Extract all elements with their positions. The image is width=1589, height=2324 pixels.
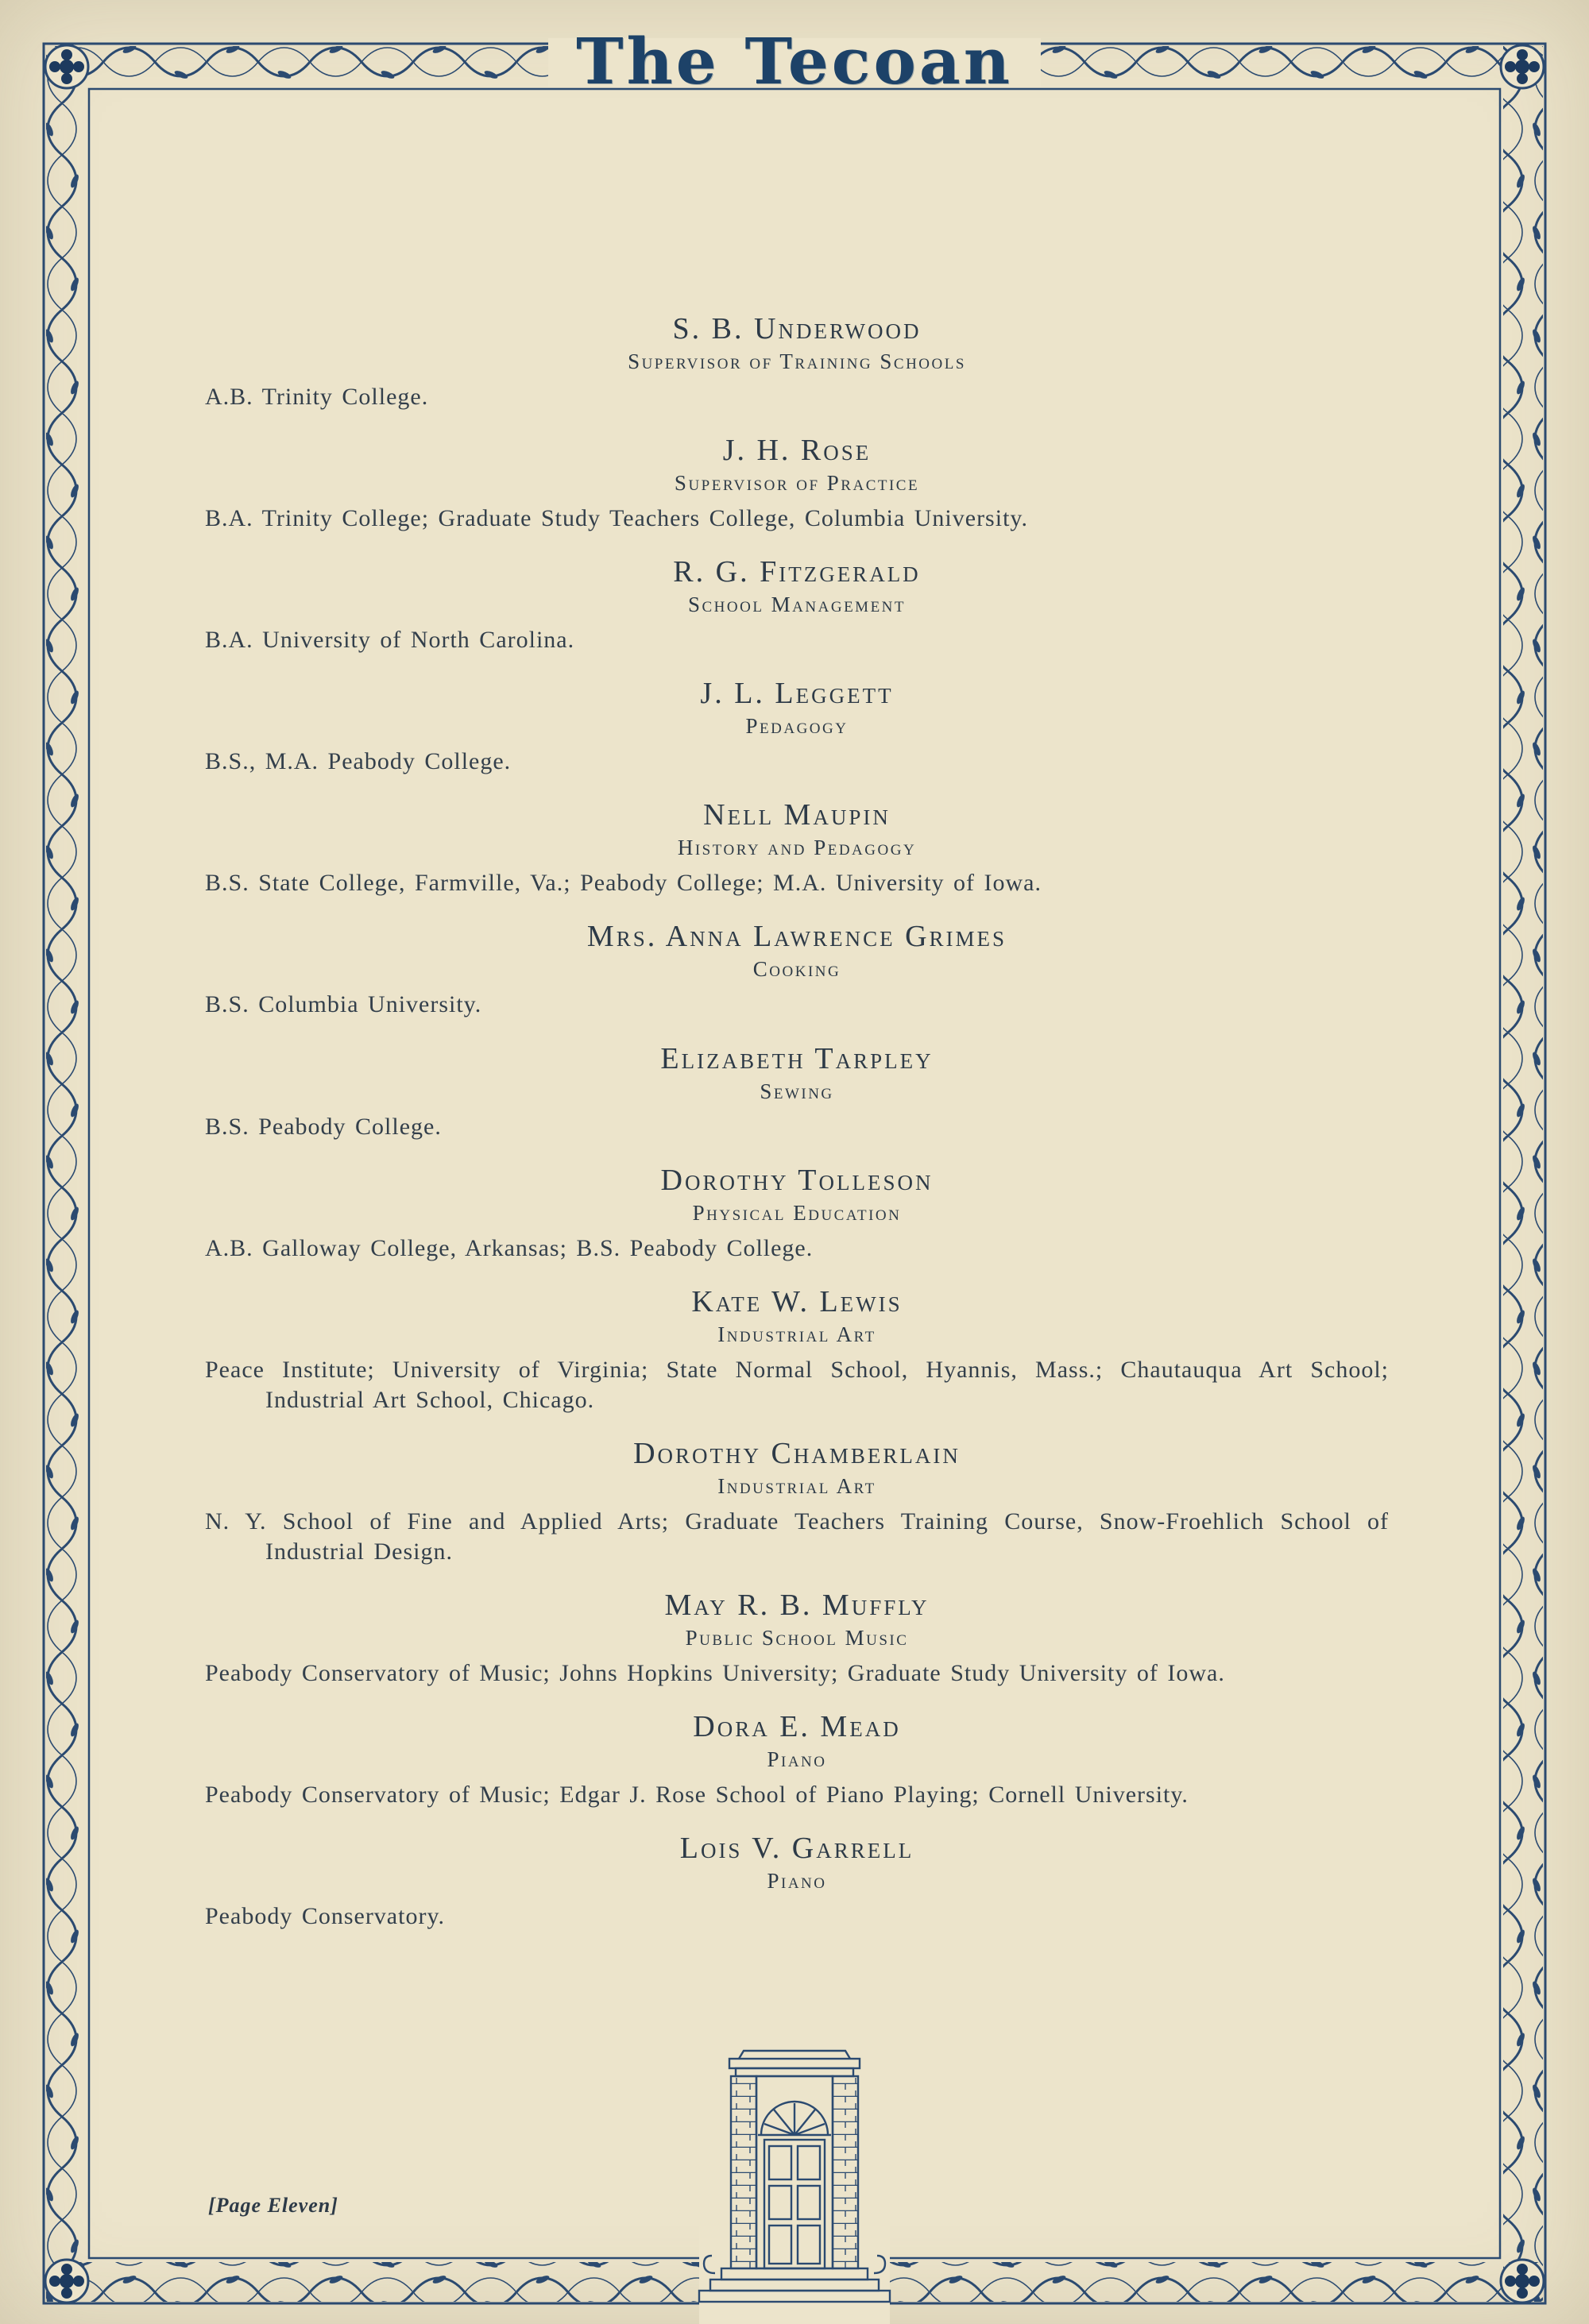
faculty-position: Cooking bbox=[752, 957, 841, 982]
faculty-position: Public School Music bbox=[685, 1626, 909, 1650]
faculty-position: Piano bbox=[767, 1747, 827, 1772]
faculty-credentials: A.B. Trinity College. bbox=[205, 384, 429, 410]
faculty-entry bbox=[205, 1163, 1389, 1264]
faculty-name: J. L. Leggett bbox=[700, 677, 894, 711]
faculty-credentials: Peabody Conservatory of Music; Johns Hopkins University; Graduate Study University of Iowa. bbox=[205, 1660, 1225, 1687]
faculty-entry bbox=[205, 676, 1389, 777]
faculty-position: History and Pedagogy bbox=[677, 836, 917, 860]
faculty-position: Supervisor of Training Schools bbox=[628, 349, 966, 373]
page-number-label: [Page Eleven] bbox=[208, 2194, 338, 2217]
faculty-credentials: A.B. Galloway College, Arkansas; B.S. Peabody College. bbox=[205, 1234, 814, 1261]
corner-rosette-icon bbox=[45, 2260, 88, 2303]
doorway-illustration-icon bbox=[699, 2048, 890, 2324]
faculty-credentials: Peabody Conservatory of Music; Edgar J. Rose School of Piano Playing; Cornell University. bbox=[205, 1782, 1189, 1809]
faculty-position: School Management bbox=[687, 593, 907, 617]
faculty-name: Mrs. Anna Lawrence Grimes bbox=[586, 920, 1007, 954]
faculty-entry bbox=[205, 1284, 1389, 1415]
faculty-entry bbox=[205, 554, 1389, 655]
faculty-credentials: B.S., M.A. Peabody College. bbox=[205, 748, 512, 775]
faculty-credentials: B.A. Trinity College; Graduate Study Teachers College, Columbia University. bbox=[205, 505, 1028, 532]
faculty-name: Lois V. Garrell bbox=[679, 1832, 914, 1866]
faculty-list bbox=[205, 311, 1389, 1952]
faculty-name: May R. B. Muffly bbox=[664, 1589, 930, 1623]
faculty-position: Industrial Art bbox=[717, 1322, 876, 1346]
faculty-entry bbox=[205, 1436, 1389, 1567]
faculty-name: S. B. Underwood bbox=[672, 312, 922, 346]
faculty-name: Kate W. Lewis bbox=[691, 1284, 903, 1318]
faculty-position: Sewing bbox=[760, 1079, 834, 1103]
faculty-name: R. G. Fitzgerald bbox=[673, 555, 921, 589]
faculty-credentials: N. Y. School of Fine and Applied Arts; Graduate Teachers Training Course, Snow-Froehlich School of Industrial Design. bbox=[205, 1508, 1389, 1565]
faculty-credentials: B.S. Columbia University. bbox=[205, 991, 482, 1018]
faculty-credentials: B.S. Peabody College. bbox=[205, 1113, 442, 1140]
faculty-credentials: B.A. University of North Carolina. bbox=[205, 627, 575, 654]
faculty-entry bbox=[205, 433, 1389, 534]
faculty-name: Nell Maupin bbox=[703, 798, 891, 832]
faculty-credentials: B.S. State College, Farmville, Va.; Peabody College; M.A. University of Iowa. bbox=[205, 870, 1042, 897]
faculty-credentials: Peabody Conservatory. bbox=[205, 1903, 445, 1930]
page-title: The Tecoan bbox=[576, 24, 1013, 98]
faculty-credentials: Peace Institute; University of Virginia; State Normal School, Hyannis, Mass.; Chautauqua Art School; Industrial Art School, Chicago. bbox=[205, 1356, 1389, 1413]
faculty-entry bbox=[205, 797, 1389, 898]
faculty-position: Piano bbox=[767, 1869, 827, 1894]
faculty-entry bbox=[205, 1709, 1389, 1810]
faculty-entry bbox=[205, 1831, 1389, 1932]
faculty-name: Dorothy Tolleson bbox=[660, 1163, 934, 1197]
faculty-position: Supervisor of Practice bbox=[674, 471, 920, 496]
faculty-name: Dora E. Mead bbox=[693, 1710, 901, 1744]
faculty-position: Industrial Art bbox=[717, 1473, 876, 1498]
faculty-entry bbox=[205, 311, 1389, 412]
faculty-name: Elizabeth Tarpley bbox=[660, 1041, 934, 1075]
faculty-name: J. H. Rose bbox=[722, 434, 872, 468]
corner-rosette-icon bbox=[1501, 2260, 1544, 2303]
faculty-entry bbox=[205, 919, 1389, 1020]
faculty-entry bbox=[205, 1041, 1389, 1142]
faculty-name: Dorothy Chamberlain bbox=[633, 1436, 961, 1470]
faculty-entry bbox=[205, 1588, 1389, 1689]
faculty-position: Physical Education bbox=[692, 1200, 902, 1225]
faculty-position: Pedagogy bbox=[745, 714, 849, 739]
